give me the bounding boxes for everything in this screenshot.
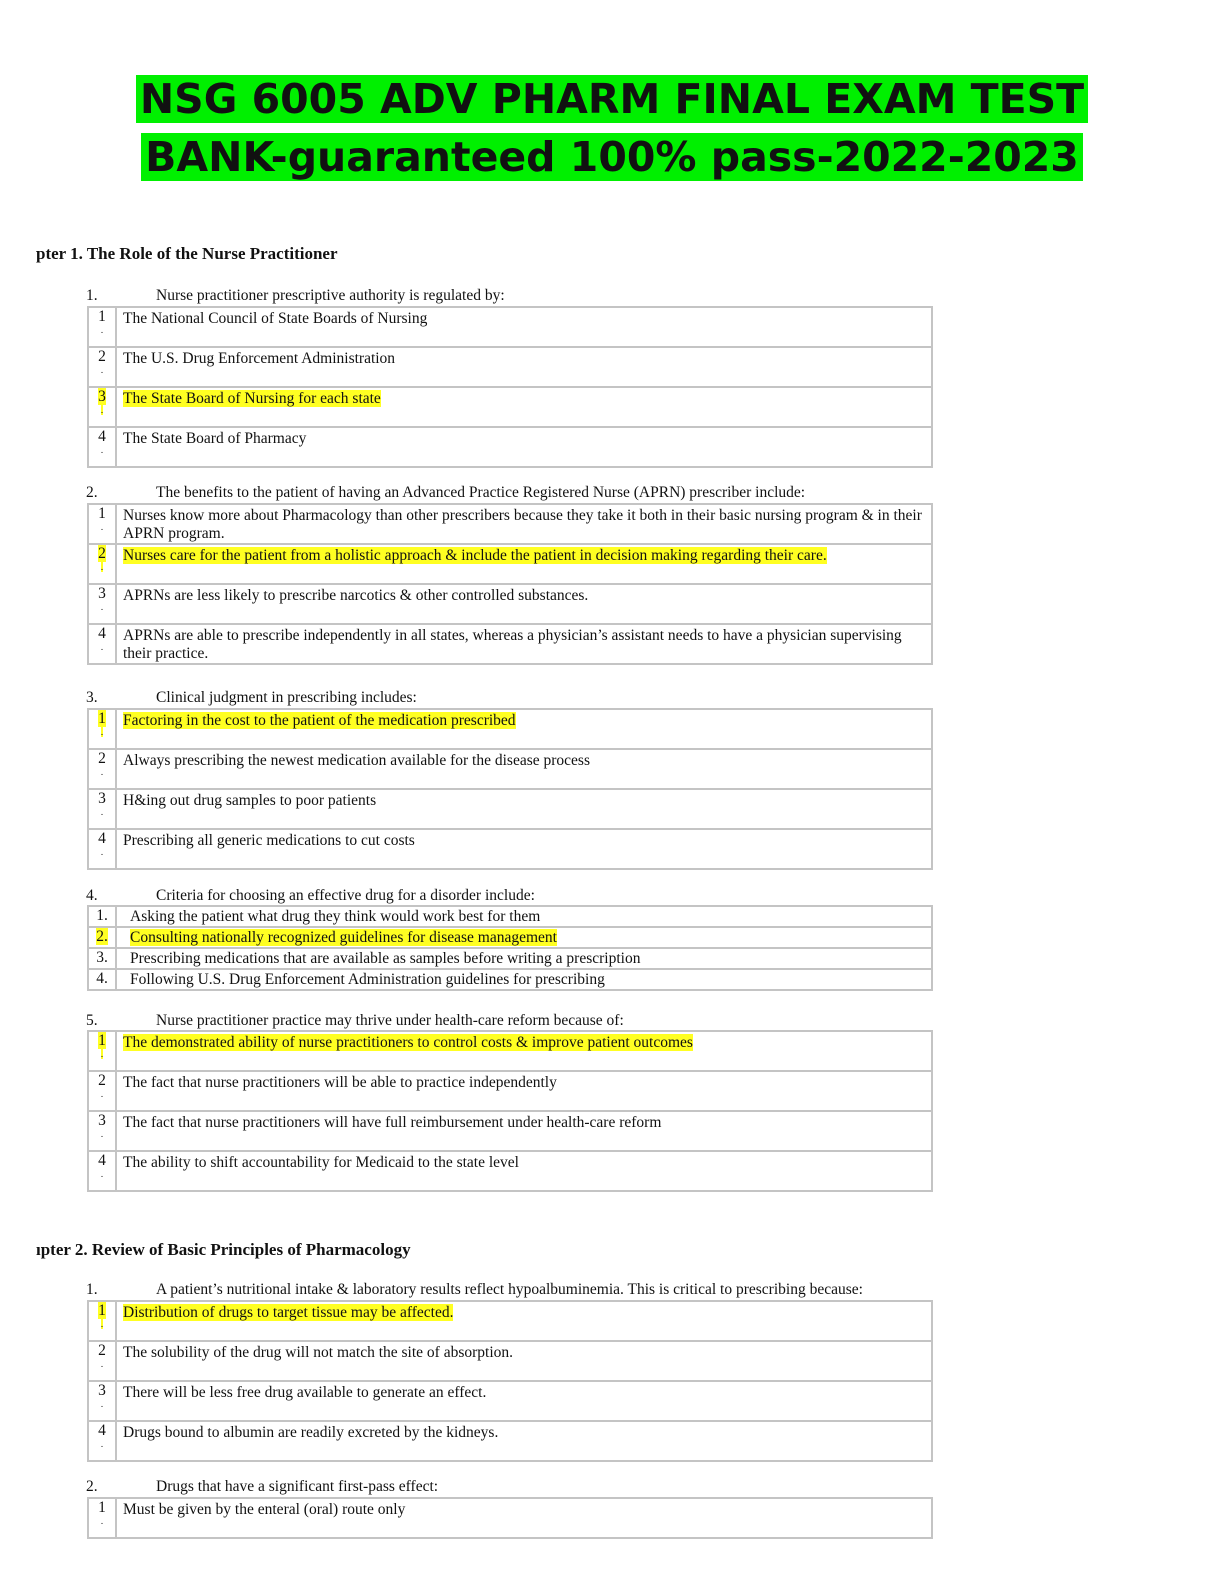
option-number: 4 . [88,1151,116,1191]
option-text-correct: Distribution of drugs to target tissue may be affected. [116,1301,932,1341]
options-table-2-1 [87,1300,933,1462]
option-text: Asking the patient what drug they think would work best for them [116,906,932,927]
option-row [88,948,932,969]
option-text: Following U.S. Drug Enforcement Administration guidelines for prescribing [116,969,932,990]
option-row [88,1151,932,1191]
option-row [88,1071,932,1111]
option-number: 1 . [88,1301,116,1341]
options-table-2-2 [87,1497,933,1539]
document-title [0,70,1224,186]
option-row [88,789,932,829]
option-text-correct: Consulting nationally recognized guidelines for disease management [116,927,932,948]
question-1-2 [86,484,805,502]
option-text: Prescribing all generic medications to cut costs [116,829,932,869]
question-number: 3. [86,689,98,706]
question-2-1 [86,1281,863,1299]
option-row-correct [88,1301,932,1341]
option-row [88,1381,932,1421]
option-number: 2 . [88,1071,116,1111]
option-row-correct [88,709,932,749]
option-row [88,1341,932,1381]
option-text: Prescribing medications that are available as samples before writing a prescription [116,948,932,969]
title-line-1: NSG 6005 ADV PHARM FINAL EXAM TEST [136,75,1088,123]
option-number: 1 . [88,504,116,544]
option-row [88,584,932,624]
option-row-correct [88,1031,932,1071]
option-number: 2 . [88,1341,116,1381]
option-row [88,1111,932,1151]
option-number: 2 . [88,347,116,387]
question-number: 2. [86,484,98,501]
question-number: 1. [86,1281,98,1298]
option-number: 4 . [88,829,116,869]
option-number: 2. [88,927,116,948]
option-number: 2 . [88,544,116,584]
option-text: APRNs are less likely to prescribe narcotics & other controlled substances. [116,584,932,624]
option-number: 1 . [88,307,116,347]
option-number: 1. [88,906,116,927]
options-table-1-4 [87,905,933,991]
option-text-correct: Nurses care for the patient from a holistic approach & include the patient in decision making regarding their care. [116,544,932,584]
question-number: 5. [86,1012,98,1029]
option-number: 3. [88,948,116,969]
question-1-4 [86,887,535,905]
question-1-3 [86,689,417,707]
option-number: 3 . [88,584,116,624]
option-number: 1 . [88,1031,116,1071]
title-line-2: BANK-guaranteed 100% pass-2022-2023 [141,133,1083,181]
option-row [88,829,932,869]
option-number: 3 . [88,1381,116,1421]
option-row-correct [88,544,932,584]
question-text: Criteria for choosing an effective drug for a disorder include: [156,887,535,904]
option-row [88,624,932,664]
option-text: The ability to shift accountability for Medicaid to the state level [116,1151,932,1191]
question-text: A patient’s nutritional intake & laboratory results reflect hypoalbuminemia. This is critical to prescribing because: [156,1281,863,1298]
option-row [88,1421,932,1461]
option-text: H&ing out drug samples to poor patients [116,789,932,829]
option-number: 4 . [88,1421,116,1461]
option-text-correct: The State Board of Nursing for each state [116,387,932,427]
question-text: Nurse practitioner practice may thrive under health-care reform because of: [156,1012,624,1029]
option-text: The National Council of State Boards of Nursing [116,307,932,347]
options-table-1-3 [87,708,933,870]
option-number: 4 . [88,427,116,467]
option-number: 3 . [88,387,116,427]
option-number: 1 . [88,1498,116,1538]
options-table-1-1 [87,306,933,468]
option-text: The U.S. Drug Enforcement Administration [116,347,932,387]
question-2-2 [86,1478,438,1496]
option-number: 4 . [88,624,116,664]
option-row [88,906,932,927]
option-row [88,427,932,467]
option-text: Always prescribing the newest medication available for the disease process [116,749,932,789]
option-number: 2 . [88,749,116,789]
question-number: 1. [86,287,98,304]
options-table-1-5 [87,1030,933,1192]
option-row [88,1498,932,1538]
option-text: The fact that nurse practitioners will have full reimbursement under health-care reform [116,1111,932,1151]
question-text: Clinical judgment in prescribing includes: [156,689,417,706]
option-text: Drugs bound to albumin are readily excreted by the kidneys. [116,1421,932,1461]
option-text-correct: The demonstrated ability of nurse practitioners to control costs & improve patient outcomes [116,1031,932,1071]
question-1-1 [86,287,505,305]
option-text: The State Board of Pharmacy [116,427,932,467]
question-text: Drugs that have a significant first-pass effect: [156,1478,439,1495]
option-text-correct: Factoring in the cost to the patient of the medication prescribed [116,709,932,749]
question-text: The benefits to the patient of having an Advanced Practice Registered Nurse (APRN) prescriber include: [156,484,806,501]
option-row [88,969,932,990]
question-1-5 [86,1012,624,1030]
question-number: 4. [86,887,98,904]
option-text: There will be less free drug available to generate an effect. [116,1381,932,1421]
option-text: APRNs are able to prescribe independently in all states, whereas a physician’s assistant needs to have a physician supervising their practice. [116,624,932,664]
option-row [88,307,932,347]
question-text: Nurse practitioner prescriptive authority is regulated by: [156,287,505,304]
option-text: The fact that nurse practitioners will be able to practice independently [116,1071,932,1111]
option-text: The solubility of the drug will not match the site of absorption. [116,1341,932,1381]
option-number: 4. [88,969,116,990]
chapter-1-heading: pter 1. The Role of the Nurse Practitioner [36,244,338,263]
option-number: 1 . [88,709,116,749]
option-text: Must be given by the enteral (oral) route only [116,1498,932,1538]
option-row [88,504,932,544]
option-row-correct [88,387,932,427]
option-number: 3 . [88,1111,116,1151]
option-text: Nurses know more about Pharmacology than other prescribers because they take it both in their basic nursing program & in their APRN program. [116,504,932,544]
option-row [88,749,932,789]
question-number: 2. [86,1478,98,1495]
options-table-1-2 [87,503,933,665]
option-number: 3 . [88,789,116,829]
chapter-2-heading: ıpter 2. Review of Basic Principles of Pharmacology [36,1240,411,1259]
option-row-correct [88,927,932,948]
option-row [88,347,932,387]
